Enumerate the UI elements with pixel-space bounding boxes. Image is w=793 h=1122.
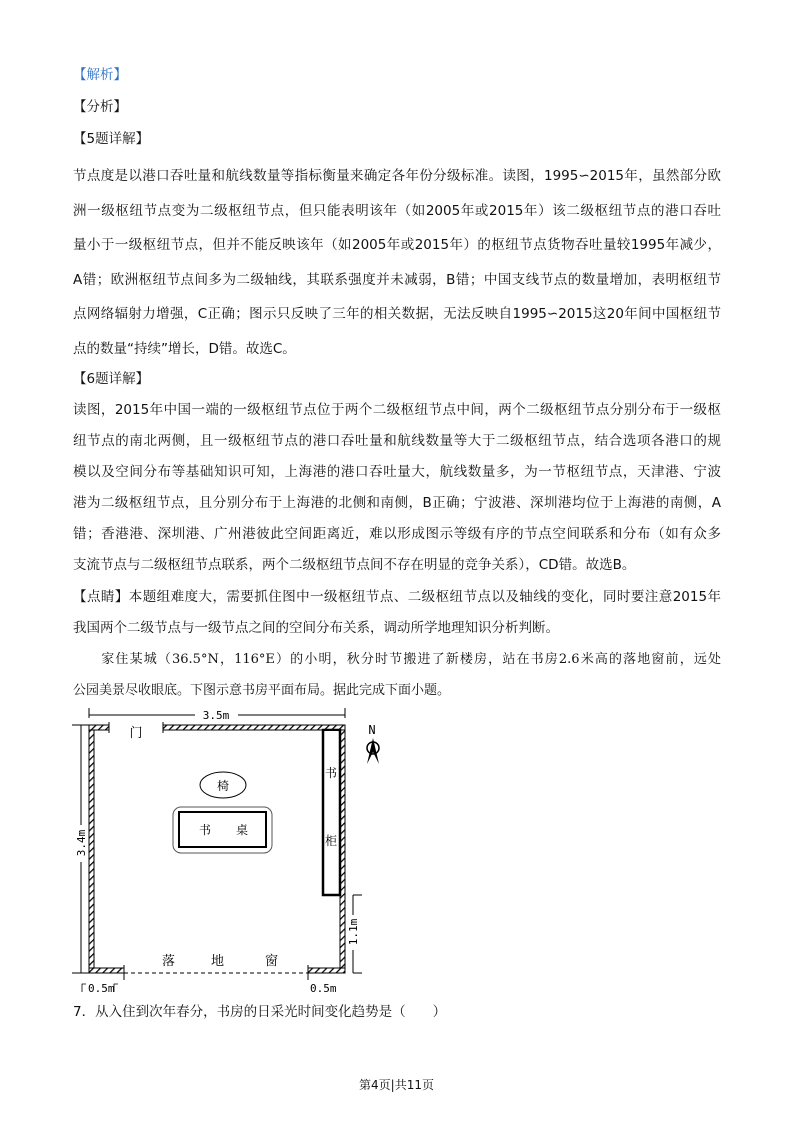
height-label: 3.4m xyxy=(75,829,88,857)
svg-text:N: N xyxy=(368,723,376,737)
width-label: 3.5m xyxy=(202,709,230,722)
desk-char-1: 书 xyxy=(198,823,212,837)
text-line: A错；欧洲枢纽节点间多为二级轴线，其联系强度并未减弱，B错；中国支线节点的数量增加，表明枢纽节 xyxy=(73,271,721,288)
text-line: 量小于一级枢纽节点，但并不能反映该年（如2005年或2015年）的枢纽节点货物吞吐量较1995年减少， xyxy=(73,237,721,253)
text-line: 支流节点与二级枢纽节点联系，两个二级枢纽节点间不存在明显的竞争关系），CD错。故选B。 xyxy=(73,557,636,573)
desk xyxy=(179,812,266,847)
text-line: 洲一级枢纽节点变为二级枢纽节点，但只能表明该年（如2005年或2015年）该二级枢纽节点的港口吞吐 xyxy=(73,202,721,219)
bottom-right-label: 0.5m xyxy=(310,982,337,995)
q5-title: 【5题详解】 xyxy=(73,131,150,147)
bookcase-char-2: 柜 xyxy=(324,834,338,848)
window-char-1: 落 xyxy=(162,954,176,969)
desk-char-2: 桌 xyxy=(235,823,249,837)
q6-title: 【6题详解】 xyxy=(73,371,150,387)
question-7: 7．从入住到次年春分，书房的日采光时间变化趋势是（ ） xyxy=(73,1004,447,1020)
heading-analysis: 【解析】 xyxy=(73,67,127,83)
text-line: 节点度是以港口吞吐量和航线数量等指标衡量来确定各年份分级标准。读图，1995∽2015年，虽然部分欧 xyxy=(73,168,721,184)
walls xyxy=(89,725,345,973)
window-char-3: 窗 xyxy=(265,954,279,969)
north-arrow-icon xyxy=(367,723,379,764)
text-line: 港为二级枢纽节点，且分别分布于上海港的北侧和南侧，B正确；宁波港、深圳港均位于上海港的南侧，A xyxy=(73,495,721,511)
text-line: 家住某城（36.5°N，116°E）的小明，秋分时节搬进了新楼房，站在书房2.6米高的落地窗前，远处 xyxy=(73,652,721,667)
chair-label: 椅 xyxy=(216,779,230,793)
door-label: 门 xyxy=(129,726,143,741)
bottom-left-label: 0.5m xyxy=(88,982,115,995)
page-footer: 第4页|共11页 xyxy=(359,1078,434,1092)
text-line: 公园美景尽收眼底。下图示意书房平面布局。据此完成下面小题。 xyxy=(73,683,451,698)
window-char-2: 地 xyxy=(211,954,225,969)
text-line: 点网络辐射力增强，C正确；图示只反映了三年的相关数据，无法反映自1995∽2015这20年间中国枢纽节 xyxy=(73,306,721,322)
heading-fenxi: 【分析】 xyxy=(73,99,127,115)
text-line: 模以及空间分布等基础知识可知，上海港的港口吞吐量大，航线数量多，为一节枢纽节点，天津港、宁波 xyxy=(73,464,721,480)
bookcase-char-1: 书 xyxy=(324,766,338,780)
text-line: 读图，2015年中国一端的一级枢纽节点位于两个二级枢纽节点中间，两个二级枢纽节点分别分布于一级枢 xyxy=(73,402,721,418)
right-label: 1.1m xyxy=(347,918,360,946)
text-line: 我国两个二级节点与一级节点之间的空间分布关系，调动所学地理知识分析判断。 xyxy=(73,620,559,636)
text-line: 【点睛】本题组难度大，需要抓住图中一级枢纽节点、二级枢纽节点以及轴线的变化，同时要注意2015年 xyxy=(73,589,721,605)
text-line: 点的数量“持续”增长，D错。故选C。 xyxy=(73,340,296,357)
text-line: 纽节点的南北两侧，且一级枢纽节点的港口吞吐量和航线数量等大于二级枢纽节点，结合选项各港口的规 xyxy=(73,433,721,449)
text-line: 错；香港港、深圳港、广州港彼此空间距离近，难以形成图示等级有序的节点空间联系和分布（如有众多 xyxy=(73,526,721,542)
